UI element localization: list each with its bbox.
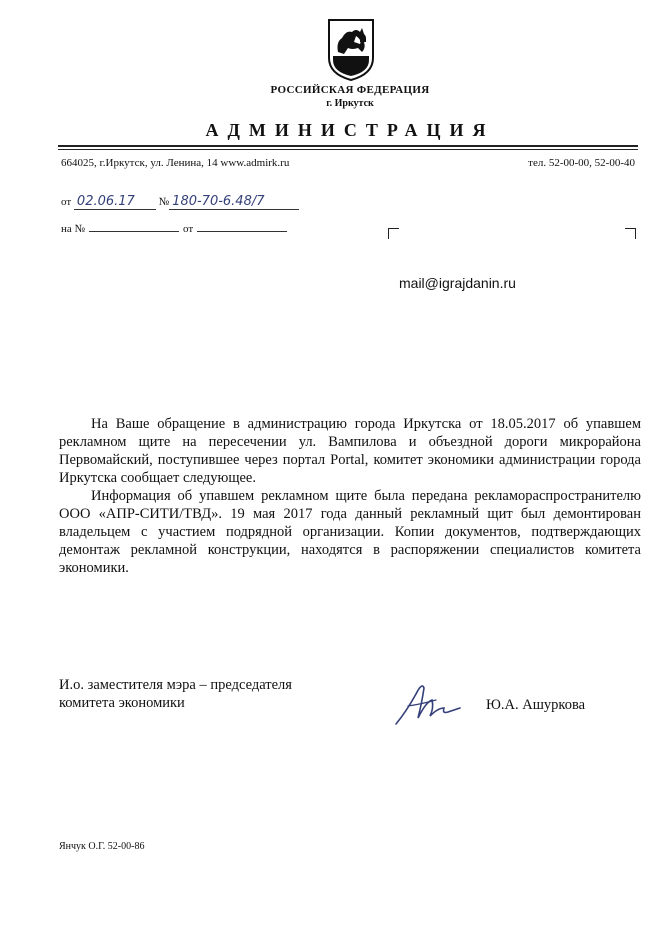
header-rule-thin [58,149,638,150]
date-value: 02.06.17 [74,194,156,210]
number-label: № [158,196,170,208]
address-line: 664025, г.Иркутск, ул. Ленина, 14 www.admirk.ru [61,157,290,169]
administration-title: АДМИНИСТРАЦИЯ [205,120,495,140]
signer-name: Ю.А. Ашуркова [486,697,586,713]
executor-line: Янчук О.Г. 52-00-86 [59,841,145,852]
ref-date-blank [197,222,287,232]
number-value: 180-70-6.48/7 [169,194,299,210]
country-title: РОССИЙСКАЯ ФЕДЕРАЦИЯ [270,84,430,96]
body-paragraph-1: На Ваше обращение в администрацию города Иркутска от 18.05.2017 об упавшем рекламном щите на пересечении ул. Вампилова и объездной дороги микрорайона Первомайский, поступившее через портал Portal, комитет экономики администрации города Иркутска сообщает следующее. [59,416,641,486]
address-corner-right [625,228,636,239]
ref-number-blank [89,222,179,232]
signer-title-line-1: И.о. заместителя мэра – председателя [59,677,292,693]
handwritten-signature-icon [392,678,464,728]
address-corner-left [388,228,399,239]
phone-line: тел. 52-00-00, 52-00-40 [528,157,635,169]
signer-title [59,676,292,712]
irkutsk-coat-of-arms-icon [326,18,376,82]
header-rule-thick [58,145,638,147]
date-label: от [61,196,72,208]
body-paragraph-2: Информация об упавшем рекламном щите была передана рекламораспространителю ООО «АПР-СИТИ/ТВД». 19 мая 2017 года данный рекламный щит был демонтирован владельцем с участием подрядной организации. Копии документов, подтверждающих демонтаж рекламной конструкции, находятся в распоряжении специалистов комитета экономики. [59,488,641,576]
letter-body [59,415,641,577]
signer-title-line-2: комитета экономики [59,695,185,711]
ref-label: на № [61,223,86,235]
registration-line [61,194,299,210]
reference-line [61,222,291,235]
city-title: г. Иркутск [326,98,374,109]
recipient-email: mail@igrajdanin.ru [399,275,516,291]
ref-from-label: от [183,223,194,235]
